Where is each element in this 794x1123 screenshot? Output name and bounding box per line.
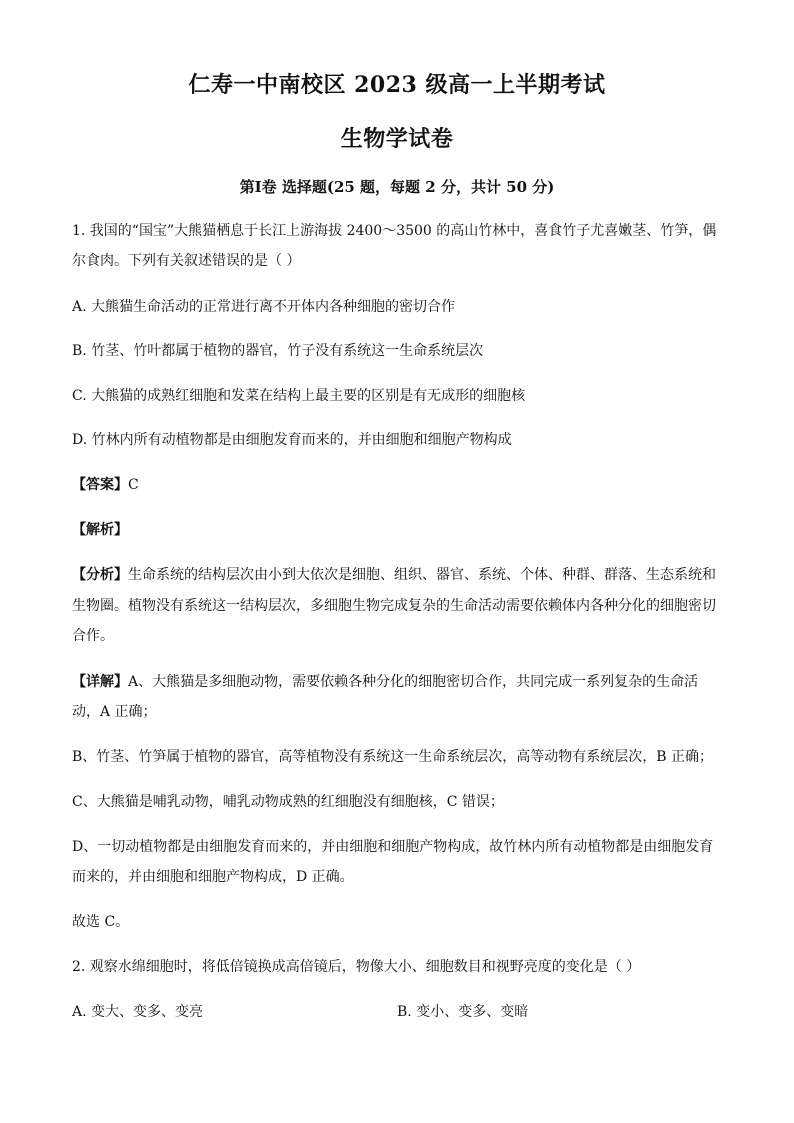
detail-d-line1: D、一切动植物都是由细胞发育而来的，并由细胞和细胞产物构成，故竹林内所有动植物都是由细胞发育 bbox=[72, 839, 714, 855]
fenxi-line1 bbox=[72, 565, 732, 585]
fenxi-line2: 生物圈。植物没有系统这一结构层次，多细胞生物完成复杂的生命活动需要依赖体内各种分化的细胞密切 bbox=[72, 598, 716, 614]
detail-a-line2: 动，A 正确； bbox=[72, 704, 157, 720]
detail-a-text: A、大熊猫是多细胞动物，需要依赖各种分化的细胞密切合作，共同完成一系列复杂的生命活 bbox=[128, 674, 699, 690]
q2-option-b: B. 变小、变多、变暗 bbox=[397, 1004, 529, 1020]
q2-option-a: A. 变大、变多、变亮 bbox=[72, 1004, 204, 1020]
q1-option-b: B. 竹茎、竹叶都属于植物的器官，竹子没有系统这一生命系统层次 bbox=[72, 343, 484, 359]
q1-option-d: D. 竹林内所有动植物都是由细胞发育而来的，并由细胞和细胞产物构成 bbox=[72, 432, 512, 448]
detail-d-line2: 而来的，并由细胞和细胞产物构成，D 正确。 bbox=[72, 869, 354, 885]
q1-answer bbox=[72, 475, 732, 495]
answer-label: 【答案】 bbox=[72, 477, 128, 493]
detail-b: B、竹茎、竹笋属于植物的器官，高等植物没有系统这一生命系统层次，高等动物有系统层次，B 正确； bbox=[72, 749, 714, 765]
q1-stem-line1: 1. 我国的“国宝”大熊猫栖息于长江上游海拔 2400～3500 的高山竹林中，喜食竹子尤喜嫩茎、竹笋，偶 bbox=[72, 223, 717, 239]
detail-label: 【详解】 bbox=[72, 674, 128, 690]
answer-value: C bbox=[128, 477, 139, 493]
fenxi-label: 【分析】 bbox=[72, 567, 128, 583]
fenxi-line3: 合作。 bbox=[72, 628, 114, 644]
fenxi-text: 生命系统的结构层次由小到大依次是细胞、组织、器官、系统、个体、种群、群落、生态系统和 bbox=[128, 567, 716, 583]
detail-c: C、大熊猫是哺乳动物，哺乳动物成熟的红细胞没有细胞核，C 错误； bbox=[72, 794, 504, 810]
q1-option-c: C. 大熊猫的成熟红细胞和发菜在结构上最主要的区别是有无成形的细胞核 bbox=[72, 388, 526, 404]
q1-conclusion: 故选 C。 bbox=[72, 914, 130, 930]
exam-subject: 生物学试卷 bbox=[340, 126, 454, 152]
exam-title: 仁寿一中南校区 2023 级高一上半期考试 bbox=[188, 72, 606, 98]
q1-option-a: A. 大熊猫生命活动的正常进行离不开体内各种细胞的密切合作 bbox=[72, 299, 456, 315]
q2-stem: 2. 观察水绵细胞时，将低倍镜换成高倍镜后，物像大小、细胞数目和视野亮度的变化是（ ） bbox=[72, 959, 641, 975]
detail-a-line1 bbox=[72, 672, 732, 692]
q1-stem-line2: 尔食肉。下列有关叙述错误的是（ ） bbox=[72, 253, 301, 269]
analysis-label: 【解析】 bbox=[72, 522, 128, 538]
section-heading: 第Ⅰ卷 选择题(25 题，每题 2 分，共计 50 分) bbox=[239, 178, 555, 196]
